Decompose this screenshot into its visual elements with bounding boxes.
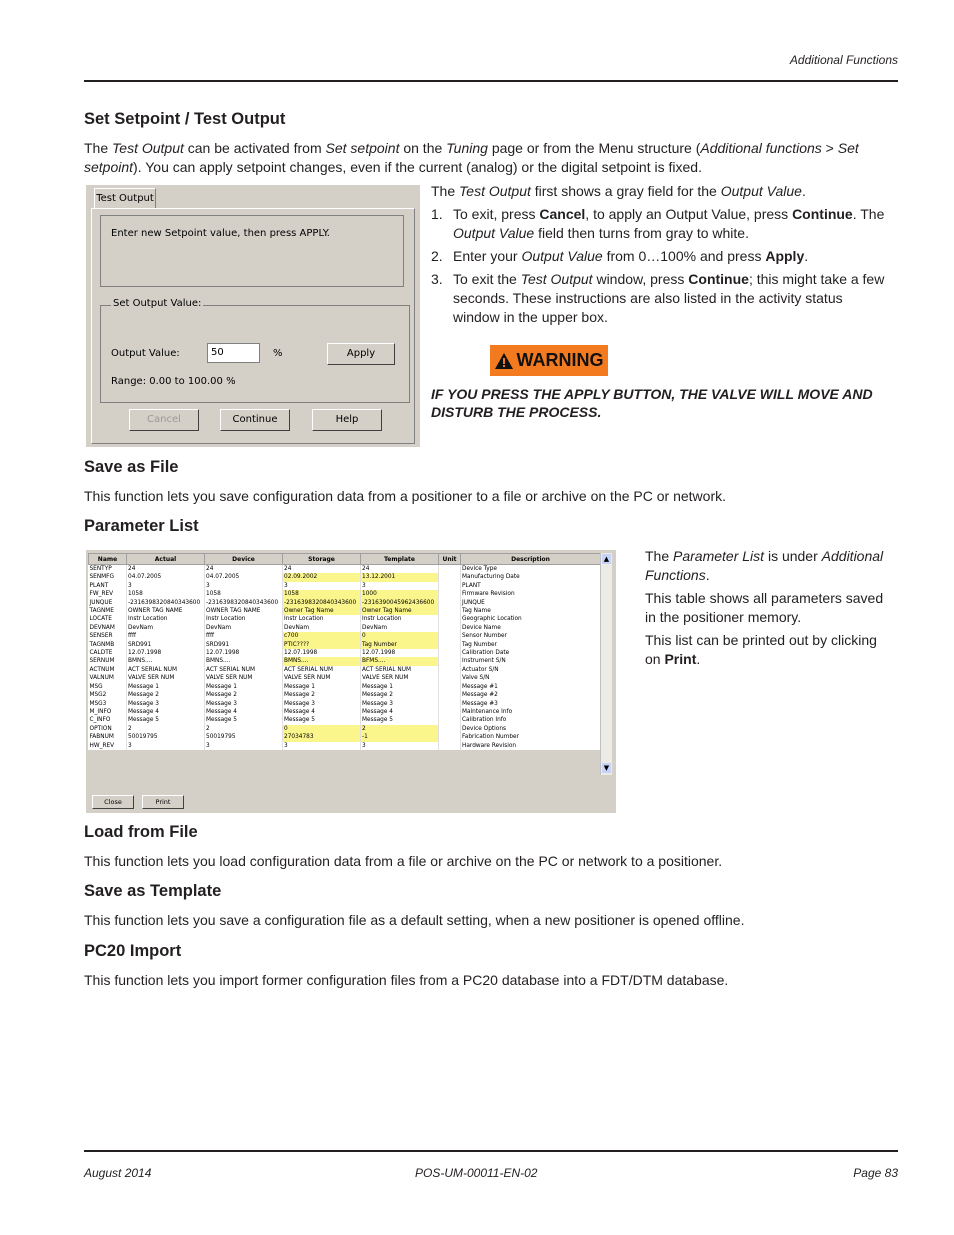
- table-cell: [439, 582, 461, 590]
- column-header[interactable]: Unit: [439, 554, 461, 565]
- table-cell: OWNER TAG NAME: [205, 607, 283, 615]
- table-cell: DevNam: [283, 624, 361, 632]
- table-cell: Sensor Number: [461, 632, 601, 640]
- table-cell: FABNUM: [89, 733, 127, 741]
- table-cell: 12.07.1998: [205, 649, 283, 657]
- table-cell: 3: [127, 582, 205, 590]
- table-cell: 3: [205, 742, 283, 750]
- table-cell: [439, 691, 461, 699]
- table-cell: [439, 725, 461, 733]
- table-cell: [439, 632, 461, 640]
- table-cell: Message 3: [205, 700, 283, 708]
- table-cell: [439, 590, 461, 598]
- dialog-panel: [91, 208, 415, 444]
- table-cell: Message 5: [127, 716, 205, 724]
- table-row[interactable]: [89, 725, 601, 733]
- table-row[interactable]: [89, 657, 601, 665]
- table-cell: Message 1: [127, 683, 205, 691]
- table-cell: Instr Location: [127, 615, 205, 623]
- table-cell: ACTNUM: [89, 666, 127, 674]
- table-cell: 24: [127, 565, 205, 574]
- unit-label: %: [273, 348, 283, 359]
- save-as-template-text: This function lets you save a configuration file as a default setting, when a new positioner is opened offline.: [84, 912, 745, 928]
- table-cell: ACT SERIAL NUM: [127, 666, 205, 674]
- column-header[interactable]: Actual: [127, 554, 205, 565]
- table-cell: HW_REV: [89, 742, 127, 750]
- table-cell: 3: [127, 742, 205, 750]
- table-cell: Message 4: [127, 708, 205, 716]
- table-cell: [439, 624, 461, 632]
- table-cell: Tag Number: [361, 641, 439, 649]
- table-cell: 3: [283, 742, 361, 750]
- column-header[interactable]: Name: [89, 554, 127, 565]
- table-cell: C_INFO: [89, 716, 127, 724]
- table-cell: VALVE SER NUM: [205, 674, 283, 682]
- table-cell: Maintenance Info: [461, 708, 601, 716]
- table-cell: Calibration Info: [461, 716, 601, 724]
- print-button[interactable]: Print: [142, 795, 184, 809]
- table-cell: [439, 565, 461, 574]
- table-cell: [439, 666, 461, 674]
- table-cell: MSG: [89, 683, 127, 691]
- table-cell: [439, 657, 461, 665]
- heading-save-as-file: Save as File: [84, 458, 179, 476]
- table-cell: Tag Name: [461, 607, 601, 615]
- table-row[interactable]: [89, 691, 601, 699]
- table-row[interactable]: [89, 700, 601, 708]
- table-cell: M_INFO: [89, 708, 127, 716]
- table-cell: ACT SERIAL NUM: [205, 666, 283, 674]
- table-cell: 1000: [361, 590, 439, 598]
- cancel-button[interactable]: Cancel: [129, 409, 199, 431]
- table-cell: 12.07.1998: [127, 649, 205, 657]
- table-cell: Device Name: [461, 624, 601, 632]
- table-cell: 0: [283, 725, 361, 733]
- table-cell: 13.12.2001: [361, 573, 439, 581]
- table-cell: DevNam: [361, 624, 439, 632]
- table-cell: Message 5: [205, 716, 283, 724]
- table-cell: [439, 615, 461, 623]
- table-cell: Message 2: [205, 691, 283, 699]
- table-cell: [439, 599, 461, 607]
- table-cell: BMNS....: [127, 657, 205, 665]
- table-cell: Message 2: [127, 691, 205, 699]
- table-row[interactable]: [89, 708, 601, 716]
- instructions-lead: The Test Output first shows a gray field for the Output Value.: [431, 183, 806, 199]
- table-row[interactable]: [89, 599, 601, 607]
- table-cell: 3: [361, 742, 439, 750]
- warning-triangle-icon: [495, 353, 513, 369]
- table-row[interactable]: [89, 573, 601, 581]
- warning-text: IF YOU PRESS THE APPLY BUTTON, THE VALVE WILL MOVE AND DISTURB THE PROCESS.: [431, 386, 873, 420]
- table-cell: Geographic Location: [461, 615, 601, 623]
- table-cell: 1058: [127, 590, 205, 598]
- column-header[interactable]: Template: [361, 554, 439, 565]
- table-cell: VALNUM: [89, 674, 127, 682]
- table-row[interactable]: [89, 607, 601, 615]
- help-button[interactable]: Help: [312, 409, 382, 431]
- table-cell: 04.07.2005: [127, 573, 205, 581]
- table-row[interactable]: [89, 674, 601, 682]
- table-cell: SRD991: [127, 641, 205, 649]
- table-cell: Message 4: [283, 708, 361, 716]
- table-cell: FW_REV: [89, 590, 127, 598]
- table-cell: [439, 716, 461, 724]
- table-row[interactable]: [89, 742, 601, 750]
- table-row[interactable]: [89, 582, 601, 590]
- table-cell: Message 1: [361, 683, 439, 691]
- header-rule: [84, 80, 898, 82]
- set-output-group: [100, 298, 410, 403]
- steps-list: [431, 205, 891, 327]
- table-cell: SERNUM: [89, 657, 127, 665]
- table-cell: Manufacturing Date: [461, 573, 601, 581]
- scroll-down-icon[interactable]: ▼: [603, 764, 610, 772]
- table-cell: MSG3: [89, 700, 127, 708]
- parameter-table: [88, 553, 601, 750]
- test-output-dialog: [86, 185, 420, 447]
- table-cell: c700: [283, 632, 361, 640]
- table-cell: -2316398320840343600: [283, 599, 361, 607]
- table-cell: VALVE SER NUM: [283, 674, 361, 682]
- table-row[interactable]: [89, 590, 601, 598]
- table-cell: JUNQUE: [461, 599, 601, 607]
- table-cell: Message 1: [205, 683, 283, 691]
- pc20-import-text: This function lets you import former configuration files from a PC20 database into a FDT/DTM database.: [84, 972, 729, 988]
- table-cell: Message 4: [361, 708, 439, 716]
- table-cell: BFMS....: [361, 657, 439, 665]
- table-cell: DevNam: [205, 624, 283, 632]
- table-cell: JUNQUE: [89, 599, 127, 607]
- table-cell: PLANT: [89, 582, 127, 590]
- table-cell: 3: [361, 582, 439, 590]
- table-cell: Calibration Date: [461, 649, 601, 657]
- table-cell: [439, 733, 461, 741]
- table-cell: Message 4: [205, 708, 283, 716]
- table-cell: Message 3: [127, 700, 205, 708]
- table-cell: Instr Location: [361, 615, 439, 623]
- table-row[interactable]: [89, 632, 601, 640]
- status-message: Enter new Setpoint value, then press APPLY.: [111, 228, 330, 239]
- table-cell: SENTYP: [89, 565, 127, 574]
- table-row[interactable]: [89, 733, 601, 741]
- close-button[interactable]: Close: [92, 795, 134, 809]
- table-cell: ffff: [205, 632, 283, 640]
- table-cell: 2: [361, 725, 439, 733]
- table-row[interactable]: [89, 716, 601, 724]
- table-cell: Device Options: [461, 725, 601, 733]
- table-cell: OPTION: [89, 725, 127, 733]
- table-cell: Firmware Revision: [461, 590, 601, 598]
- table-row[interactable]: [89, 565, 601, 574]
- note-2: This table shows all parameters saved in the positioner memory.: [645, 590, 884, 625]
- parameter-list-window: [86, 550, 616, 813]
- table-cell: 0: [361, 632, 439, 640]
- table-cell: 2: [205, 725, 283, 733]
- table-cell: Actuator S/N: [461, 666, 601, 674]
- vertical-scrollbar[interactable]: [600, 553, 612, 775]
- table-cell: 12.07.1998: [283, 649, 361, 657]
- table-cell: [439, 700, 461, 708]
- table-cell: BMNS....: [205, 657, 283, 665]
- table-cell: Instr Location: [205, 615, 283, 623]
- table-cell: 2: [127, 725, 205, 733]
- table-cell: DEVNAM: [89, 624, 127, 632]
- table-cell: OWNER TAG NAME: [127, 607, 205, 615]
- table-cell: 27034783: [283, 733, 361, 741]
- table-cell: 04.07.2005: [205, 573, 283, 581]
- column-header[interactable]: Storage: [283, 554, 361, 565]
- table-cell: Owner Tag Name: [283, 607, 361, 615]
- note-1: The Parameter List is under Additional Functions.: [645, 548, 884, 583]
- parameter-list-notes: [645, 547, 895, 669]
- list-item: 1. To exit, press Cancel, to apply an Output Value, press Continue. The Output Value field then turns from gray to white.: [431, 206, 885, 241]
- scroll-up-icon[interactable]: ▲: [603, 555, 610, 563]
- table-row[interactable]: [89, 683, 601, 691]
- table-cell: Message 1: [283, 683, 361, 691]
- table-cell: MSG2: [89, 691, 127, 699]
- table-cell: Owner Tag Name: [361, 607, 439, 615]
- range-label: Range: 0.00 to 100.00 %: [111, 376, 236, 387]
- table-cell: 3: [205, 582, 283, 590]
- table-cell: -1: [361, 733, 439, 741]
- table-cell: Device Type: [461, 565, 601, 574]
- table-cell: CALDTE: [89, 649, 127, 657]
- table-cell: BMNS....: [283, 657, 361, 665]
- output-value-input[interactable]: 50: [207, 343, 260, 363]
- column-header[interactable]: Device: [205, 554, 283, 565]
- table-cell: 02.09.2002: [283, 573, 361, 581]
- activity-status-box: [100, 215, 404, 287]
- table-cell: VALVE SER NUM: [127, 674, 205, 682]
- table-cell: ACT SERIAL NUM: [283, 666, 361, 674]
- table-cell: Message #2: [461, 691, 601, 699]
- table-cell: -2316390045962436600: [361, 599, 439, 607]
- table-row[interactable]: [89, 624, 601, 632]
- save-as-file-text: This function lets you save configuration data from a positioner to a file or archive on the PC or network.: [84, 488, 726, 504]
- apply-button[interactable]: Apply: [327, 343, 395, 365]
- table-cell: [439, 641, 461, 649]
- table-cell: VALVE SER NUM: [361, 674, 439, 682]
- heading-save-as-template: Save as Template: [84, 882, 222, 900]
- table-cell: Instr Location: [283, 615, 361, 623]
- group-label: Set Output Value:: [113, 298, 202, 309]
- set-setpoint-intro: The Test Output can be activated from Set setpoint on the Tuning page or from the Menu structure (Additional functions > Set setpoint). You can apply setpoint changes, even if the current (analog) or the digital setpoint is fixed.: [84, 140, 859, 175]
- table-row[interactable]: [89, 649, 601, 657]
- table-cell: [439, 708, 461, 716]
- table-cell: Valve S/N: [461, 674, 601, 682]
- footer-doc-number: POS-UM-00011-EN-02: [415, 1166, 538, 1180]
- table-cell: Message #1: [461, 683, 601, 691]
- table-cell: TAGNME: [89, 607, 127, 615]
- list-item: 2. Enter your Output Value from 0…100% and press Apply.: [431, 248, 809, 264]
- table-cell: Fabrication Number: [461, 733, 601, 741]
- table-cell: Message 2: [283, 691, 361, 699]
- table-cell: 24: [361, 565, 439, 574]
- footer-page-number: Page 83: [853, 1166, 898, 1180]
- table-cell: [439, 742, 461, 750]
- table-cell: 24: [283, 565, 361, 574]
- table-cell: 24: [205, 565, 283, 574]
- table-cell: [439, 674, 461, 682]
- column-header[interactable]: Description: [461, 554, 601, 565]
- table-cell: [439, 607, 461, 615]
- table-cell: 3: [283, 582, 361, 590]
- load-from-file-text: This function lets you load configuration data from a file or archive on the PC or network to a positioner.: [84, 853, 723, 869]
- heading-pc20-import: PC20 Import: [84, 942, 182, 960]
- table-cell: TAGNMB: [89, 641, 127, 649]
- table-row[interactable]: [89, 641, 601, 649]
- heading-parameter-list: Parameter List: [84, 517, 199, 535]
- table-cell: 50019795: [205, 733, 283, 741]
- table-cell: Hardware Revision: [461, 742, 601, 750]
- table-cell: Message 3: [283, 700, 361, 708]
- table-cell: -2316398320840343600: [127, 599, 205, 607]
- table-cell: 1058: [283, 590, 361, 598]
- table-cell: DevNam: [127, 624, 205, 632]
- note-3: This list can be printed out by clicking on Print.: [645, 632, 877, 667]
- warning-label: WARNING: [516, 350, 604, 370]
- heading-set-setpoint: Set Setpoint / Test Output: [84, 110, 286, 128]
- table-cell: Message 5: [283, 716, 361, 724]
- table-cell: [439, 573, 461, 581]
- table-cell: PTIC????: [283, 641, 361, 649]
- footer-rule: [84, 1150, 898, 1152]
- tab-test-output[interactable]: Test Output: [94, 188, 156, 209]
- output-value-label: Output Value:: [111, 348, 180, 359]
- table-cell: 12.07.1998: [361, 649, 439, 657]
- footer-date: August 2014: [84, 1166, 152, 1180]
- test-output-instructions: [431, 182, 891, 327]
- table-cell: -2316398320840343600: [205, 599, 283, 607]
- continue-button[interactable]: Continue: [220, 409, 290, 431]
- warning-badge: [490, 345, 608, 376]
- list-item: 3. To exit the Test Output window, press Continue; this might take a few seconds. These instructions are also listed in the activity status window in the upper box.: [431, 271, 885, 325]
- table-cell: SENSER: [89, 632, 127, 640]
- table-cell: Message 2: [361, 691, 439, 699]
- table-cell: PLANT: [461, 582, 601, 590]
- table-cell: LOCATE: [89, 615, 127, 623]
- table-cell: Message #3: [461, 700, 601, 708]
- heading-load-from-file: Load from File: [84, 823, 198, 841]
- table-cell: 1058: [205, 590, 283, 598]
- table-cell: ffff: [127, 632, 205, 640]
- table-cell: Message 5: [361, 716, 439, 724]
- table-cell: ACT SERIAL NUM: [361, 666, 439, 674]
- table-cell: Message 3: [361, 700, 439, 708]
- table-cell: SENMFG: [89, 573, 127, 581]
- table-cell: [439, 683, 461, 691]
- table-cell: 50019795: [127, 733, 205, 741]
- running-header: Additional Functions: [789, 53, 898, 67]
- table-cell: Instrument S/N: [461, 657, 601, 665]
- table-row[interactable]: [89, 615, 601, 623]
- table-row[interactable]: [89, 666, 601, 674]
- table-cell: SRD991: [205, 641, 283, 649]
- table-cell: [439, 649, 461, 657]
- table-cell: Tag Number: [461, 641, 601, 649]
